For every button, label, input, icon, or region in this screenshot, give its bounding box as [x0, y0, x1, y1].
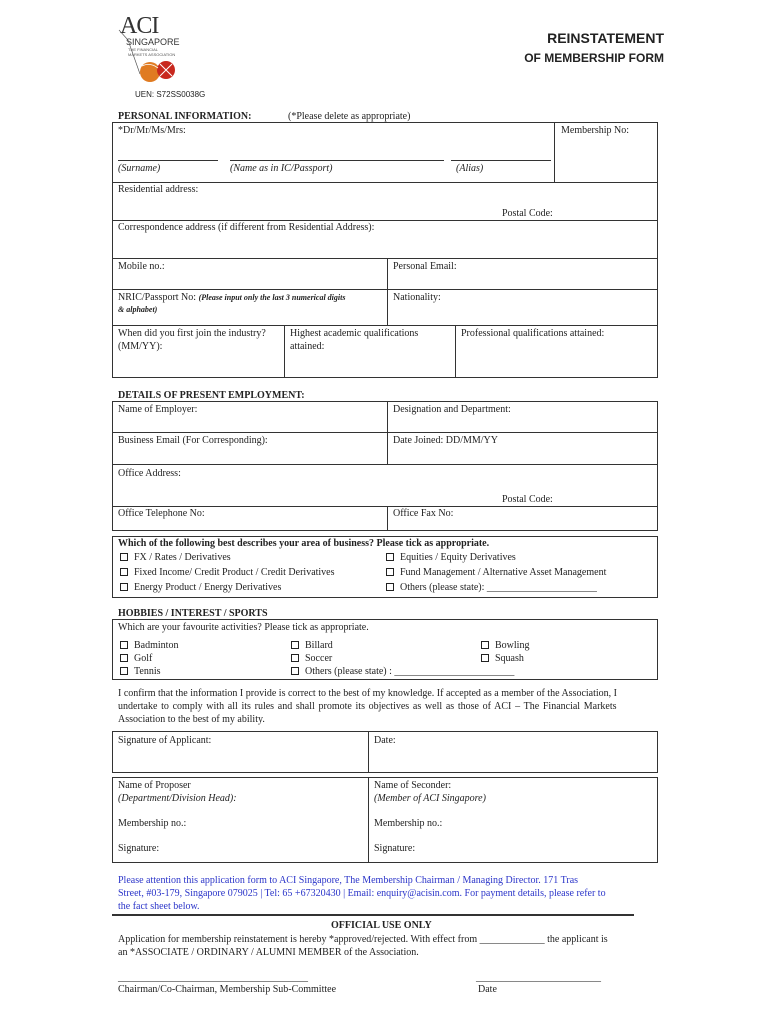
form-title-line1: REINSTATEMENT — [547, 30, 664, 46]
alias-label: (Alias) — [456, 163, 484, 174]
professional-label: Professional qualifications attained: — [461, 328, 605, 339]
seconder-name-label: Name of Seconder: — [374, 780, 452, 791]
personal-note: (*Please delete as appropriate) — [288, 111, 411, 122]
logo-subtitle-1: THE FINANCIAL — [128, 47, 159, 52]
applicant-date-label: Date: — [374, 735, 396, 746]
checkbox-icon[interactable] — [120, 583, 128, 591]
declaration-line1: I confirm that the information I provide is correct to the best of my knowledge. If accepted as a member of the Association, I — [118, 688, 618, 699]
academic-label-2: attained: — [290, 341, 325, 352]
employment-heading: DETAILS OF PRESENT EMPLOYMENT: — [118, 390, 305, 401]
hobby-option[interactable] — [291, 666, 514, 678]
official-date-line: _________________________ — [476, 972, 601, 983]
hobbies-prompt: Which are your favourite activities? Please tick as appropriate. — [118, 622, 369, 633]
option-label: Golf — [134, 653, 153, 664]
personal-email-label: Personal Email: — [393, 261, 457, 272]
personal-heading: PERSONAL INFORMATION: — [118, 111, 252, 122]
option-label: Bowling — [495, 640, 530, 651]
uen-text: UEN: S72SS0038G — [135, 90, 206, 99]
correspondence-address-label: Correspondence address (if different from Residential Address): — [118, 222, 375, 233]
official-line1: Application for membership reinstatement is hereby *approved/rejected. With effect from _____________ the applicant is — [118, 934, 608, 945]
proposer-role-label: (Department/Division Head): — [118, 793, 237, 804]
office-fax-label: Office Fax No: — [393, 508, 454, 519]
option-label: Squash — [495, 653, 524, 664]
office-postal-label: Postal Code: — [502, 494, 553, 505]
business-email-label: Business Email (For Corresponding): — [118, 435, 268, 446]
proposer-membership-label: Membership no.: — [118, 818, 187, 829]
official-date-label: Date — [478, 984, 497, 995]
option-label: Others (please state) : ________________________ — [305, 666, 515, 677]
attention-line3: the fact sheet below. — [118, 901, 200, 912]
hobby-option[interactable] — [481, 653, 524, 665]
surname-label: (Surname) — [118, 163, 161, 174]
option-label: Billard — [305, 640, 333, 651]
chair-signature-line: ______________________________________ — [118, 972, 308, 983]
official-heading: OFFICIAL USE ONLY — [331, 920, 432, 931]
salutation-label: *Dr/Mr/Ms/Mrs: — [118, 125, 186, 136]
checkbox-icon[interactable] — [120, 568, 128, 576]
option-label: Fund Management / Alternative Asset Management — [400, 567, 607, 578]
attention-line2: Street, #03-179, Singapore 079025 | Tel: 65 +67320430 | Email: enquiry@acisin.com. For payment details, please refer to — [118, 888, 606, 899]
attention-line1: Please attention this application form to ACI Singapore, The Membership Chairman / Managing Director. 171 Tras — [118, 875, 579, 886]
designation-label: Designation and Department: — [393, 404, 511, 415]
checkbox-icon[interactable] — [481, 654, 489, 662]
business-option[interactable] — [386, 582, 597, 594]
option-label: Fixed Income/ Credit Product / Credit Derivatives — [134, 567, 335, 578]
nric-label — [118, 292, 345, 304]
hobby-option[interactable] — [120, 653, 152, 665]
checkbox-icon[interactable] — [120, 654, 128, 662]
hobby-option[interactable] — [481, 640, 529, 652]
business-option[interactable] — [386, 552, 516, 564]
option-label: FX / Rates / Derivatives — [134, 552, 231, 563]
business-option[interactable] — [120, 567, 335, 579]
name-input[interactable] — [230, 160, 444, 161]
checkbox-icon[interactable] — [291, 654, 299, 662]
checkbox-icon[interactable] — [386, 553, 394, 561]
alias-input[interactable] — [451, 160, 551, 161]
option-label: Tennis — [134, 666, 161, 677]
logo-subtitle-2: MARKETS ASSOCIATION — [128, 52, 176, 57]
hobby-option[interactable] — [120, 666, 161, 678]
surname-input[interactable] — [118, 160, 218, 161]
mobile-label: Mobile no.: — [118, 261, 165, 272]
nric-note-2: & alphabet) — [118, 305, 158, 314]
option-label: Others (please state): ______________________ — [400, 582, 597, 593]
declaration-line2: undertake to comply with all its rules and shall promote its objectives as well as those of ACI – The Financial Markets — [118, 701, 617, 712]
seconder-role-label: (Member of ACI Singapore) — [374, 793, 486, 804]
residential-address-label: Residential address: — [118, 184, 199, 195]
globe-icon — [114, 28, 184, 84]
business-option[interactable] — [120, 582, 281, 594]
hobby-option[interactable] — [120, 640, 178, 652]
checkbox-icon[interactable] — [386, 568, 394, 576]
logo-aci-text: ACI — [120, 13, 159, 39]
proposer-name-label: Name of Proposer — [118, 780, 191, 791]
residential-postal-label: Postal Code: — [502, 208, 553, 219]
applicant-signature-label: Signature of Applicant: — [118, 735, 212, 746]
aci-logo — [112, 14, 198, 84]
option-label: Energy Product / Energy Derivatives — [134, 582, 282, 593]
hobbies-heading: HOBBIES / INTEREST / SPORTS — [118, 608, 268, 619]
office-tel-label: Office Telephone No: — [118, 508, 205, 519]
business-heading: Which of the following best describes your area of business? Please tick as appropriate. — [118, 538, 490, 549]
academic-label: Highest academic qualifications — [290, 328, 419, 339]
checkbox-icon[interactable] — [291, 667, 299, 675]
checkbox-icon[interactable] — [120, 641, 128, 649]
membership-no-label: Membership No: — [561, 125, 630, 136]
checkbox-icon[interactable] — [481, 641, 489, 649]
proposer-signature-label: Signature: — [118, 843, 160, 854]
option-label: Badminton — [134, 640, 179, 651]
industry-join-format: (MM/YY): — [118, 341, 163, 352]
logo-singapore-text: SINGAPORE — [126, 37, 180, 47]
name-ic-label: (Name as in IC/Passport) — [230, 163, 333, 174]
nationality-label: Nationality: — [393, 292, 441, 303]
date-joined-label: Date Joined: DD/MM/YY — [393, 435, 498, 446]
hobby-option[interactable] — [291, 640, 333, 652]
declaration-line3: Association to the best of my ability. — [118, 714, 265, 725]
hobby-option[interactable] — [291, 653, 332, 665]
office-address-label: Office Address: — [118, 468, 181, 479]
nric-label-text: NRIC/Passport No: — [118, 292, 197, 303]
option-label: Soccer — [305, 653, 333, 664]
divider — [112, 914, 634, 916]
industry-join-label: When did you first join the industry? — [118, 328, 266, 339]
checkbox-icon[interactable] — [120, 667, 128, 675]
chair-label: Chairman/Co-Chairman, Membership Sub-Committee — [118, 984, 337, 995]
checkbox-icon[interactable] — [386, 583, 394, 591]
business-option[interactable] — [120, 552, 231, 564]
employer-label: Name of Employer: — [118, 404, 198, 415]
option-label: Equities / Equity Derivatives — [400, 552, 516, 563]
official-line2: an *ASSOCIATE / ORDINARY / ALUMNI MEMBER of the Association. — [118, 947, 419, 958]
checkbox-icon[interactable] — [291, 641, 299, 649]
checkbox-icon[interactable] — [120, 553, 128, 561]
seconder-signature-label: Signature: — [374, 843, 416, 854]
business-option[interactable] — [386, 567, 606, 579]
seconder-membership-label: Membership no.: — [374, 818, 443, 829]
form-title-line2: OF MEMBERSHIP FORM — [524, 51, 664, 65]
nric-note: (Please input only the last 3 numerical digits — [198, 293, 346, 302]
